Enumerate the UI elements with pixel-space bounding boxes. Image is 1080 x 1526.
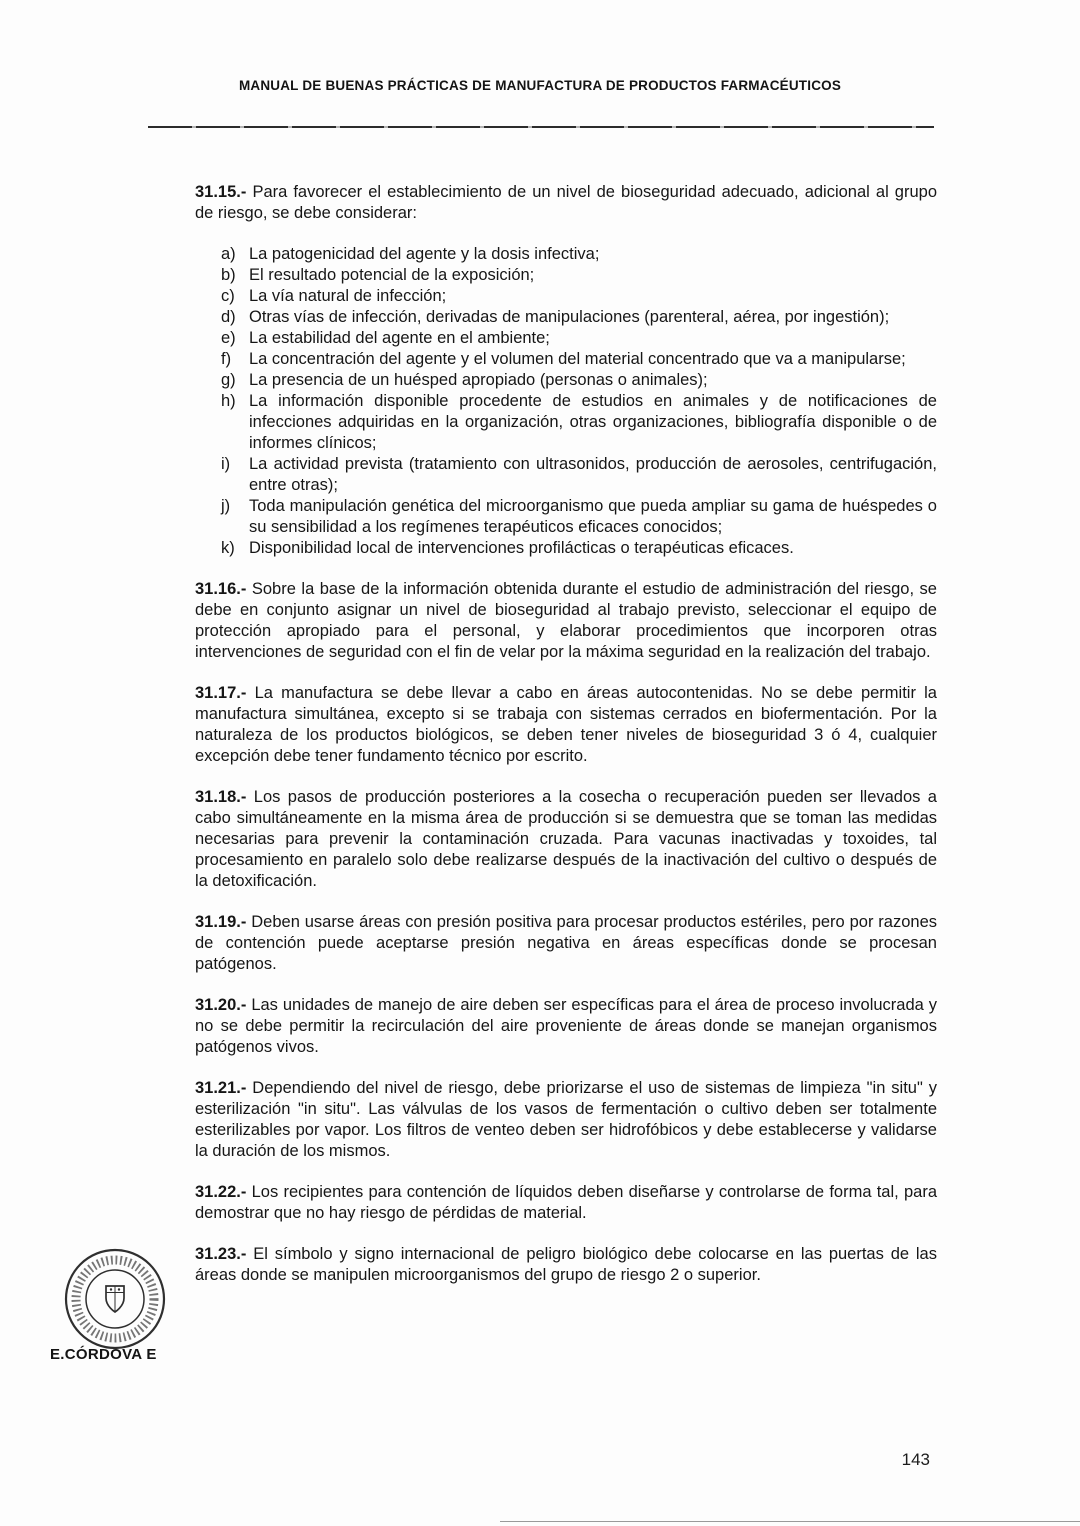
header-divider — [148, 126, 934, 128]
paragraph-text: La manufactura se debe llevar a cabo en áreas autocontenidas. No se debe permitir la manufactura simultánea, excepto si se trabaja con sistemas cerrados en biofermentación. Por la naturaleza de los productos biológicos, se deben tener niveles de bioseguridad 3 ó 4, cualquier excepción debe tener fundamento técnico por escrito. — [195, 684, 937, 765]
list-item — [221, 328, 937, 349]
list-item-text: La estabilidad del agente en el ambiente; — [249, 329, 550, 347]
section-number: 31.19.- — [195, 913, 247, 931]
list-item-text: Toda manipulación genética del microorganismo que pueda ampliar su gama de huéspedes o su sensibilidad a los regímenes terapéuticos eficaces conocidos; — [249, 497, 937, 536]
list-item — [221, 454, 937, 496]
list-item-letter: g) — [221, 371, 236, 389]
list-item-letter: f) — [221, 350, 232, 368]
seal-emblem-icon — [62, 1246, 168, 1352]
paragraph-31-21 — [195, 1078, 937, 1162]
official-seal — [50, 1246, 180, 1363]
list-item-text: La patogenicidad del agente y la dosis infectiva; — [249, 245, 600, 263]
list-item-letter: k) — [221, 539, 235, 557]
list-item-letter: j) — [221, 497, 231, 515]
list-item — [221, 496, 937, 538]
paragraph-text: Los pasos de producción posteriores a la cosecha o recuperación pueden ser llevados a cabo simultáneamente en la misma área de producción si se demuestra que se toman las medidas necesarias para prevenir la contaminación cruzada. Para vacunas inactivadas y toxoides, tal procesamiento en paralelo solo debe realizarse después de la inactivación del cultivo o después de la detoxificación. — [195, 788, 937, 890]
paragraph-31-17 — [195, 683, 937, 767]
list-item — [221, 538, 937, 559]
list-item-letter: b) — [221, 266, 236, 284]
seal-signature: E.CÓRDOVA E — [50, 1346, 157, 1363]
paragraph-31-19 — [195, 912, 937, 975]
list-item-text: La información disponible procedente de estudios en animales y de notificaciones de infecciones adquiridas en la organización, otras organizaciones, bibliografía disponible o de informes clínicos; — [249, 392, 937, 452]
list-item-text: La concentración del agente y el volumen del material concentrado que va a manipularse; — [249, 350, 906, 368]
list-item-text: Otras vías de infección, derivadas de manipulaciones (parenteral, aérea, por ingestión); — [249, 308, 890, 326]
list-item-letter: e) — [221, 329, 236, 347]
paragraph-31-23 — [195, 1244, 937, 1286]
section-number: 31.20.- — [195, 996, 247, 1014]
list-item — [221, 349, 937, 370]
considerations-list — [195, 244, 937, 559]
paragraph-text: Los recipientes para contención de líquidos deben diseñarse y controlarse de forma tal, para demostrar que no hay riesgo de pérdidas de material. — [195, 1183, 937, 1222]
paragraph-text: Deben usarse áreas con presión positiva para procesar productos estériles, pero por razones de contención puede aceptarse presión negativa en áreas específicas donde se procesan patógenos. — [195, 913, 937, 973]
section-number: 31.23.- — [195, 1245, 247, 1263]
paragraph-text: Dependiendo del nivel de riesgo, debe priorizarse el uso de sistemas de limpieza "in situ" y esterilización "in situ". Las válvulas de los vasos de fermentación o cultivo deben ser totalmente esterilizables por vapor. Los filtros de venteo deben ser hidrofóbicos y debe establecerse y validarse la duración de los mismos. — [195, 1079, 937, 1160]
list-item-text: La vía natural de infección; — [249, 287, 447, 305]
list-item — [221, 391, 937, 454]
list-item — [221, 286, 937, 307]
list-item-letter: a) — [221, 245, 236, 263]
paragraph-text: Sobre la base de la información obtenida durante el estudio de administración del riesgo, se debe en conjunto asignar un nivel de bioseguridad al trabajo previsto, seleccionar el equipo de protección apropiado para el personal, y elaborar procedimientos que incorporen otras intervenciones de seguridad con el fin de velar por la máxima seguridad en la realización del trabajo. — [195, 580, 937, 661]
section-number: 31.16.- — [195, 580, 247, 598]
page-header-title: MANUAL DE BUENAS PRÁCTICAS DE MANUFACTURA DE PRODUCTOS FARMACÉUTICOS — [238, 78, 842, 93]
document-body — [195, 182, 937, 1306]
scan-edge-artifact — [500, 1521, 1080, 1522]
paragraph-31-16 — [195, 579, 937, 663]
paragraph-text: El símbolo y signo internacional de peligro biológico debe colocarse en las puertas de las áreas donde se manipulen microorganismos del grupo de riesgo 2 o superior. — [195, 1245, 937, 1284]
page-number: 143 — [901, 1450, 930, 1469]
list-item-text: La actividad prevista (tratamiento con ultrasonidos, producción de aerosoles, centrifugación, entre otras); — [249, 455, 937, 494]
section-number: 31.15.- — [195, 183, 247, 201]
section-number: 31.22.- — [195, 1183, 247, 1201]
list-item-letter: c) — [221, 287, 235, 305]
list-item-text: El resultado potencial de la exposición; — [249, 266, 535, 284]
list-item — [221, 370, 937, 391]
list-item-letter: i) — [221, 455, 231, 473]
paragraph-31-15 — [195, 182, 937, 224]
paragraph-text: Las unidades de manejo de aire deben ser específicas para el área de proceso involucrada y no se debe permitir la recirculación del aire proveniente de áreas donde se manejan organismos patógenos vivos. — [195, 996, 937, 1056]
list-item-text: Disponibilidad local de intervenciones profilácticas o terapéuticas eficaces. — [249, 539, 794, 557]
paragraph-text: Para favorecer el establecimiento de un nivel de bioseguridad adecuado, adicional al grupo de riesgo, se debe considerar: — [195, 183, 937, 222]
list-item-letter: h) — [221, 392, 236, 410]
paragraph-31-18 — [195, 787, 937, 892]
list-item — [221, 265, 937, 286]
paragraph-31-20 — [195, 995, 937, 1058]
paragraph-31-22 — [195, 1182, 937, 1224]
list-item-text: La presencia de un huésped apropiado (personas o animales); — [249, 371, 708, 389]
section-number: 31.17.- — [195, 684, 247, 702]
section-number: 31.18.- — [195, 788, 247, 806]
list-item — [221, 307, 937, 328]
list-item-letter: d) — [221, 308, 236, 326]
section-number: 31.21.- — [195, 1079, 247, 1097]
list-item — [221, 244, 937, 265]
